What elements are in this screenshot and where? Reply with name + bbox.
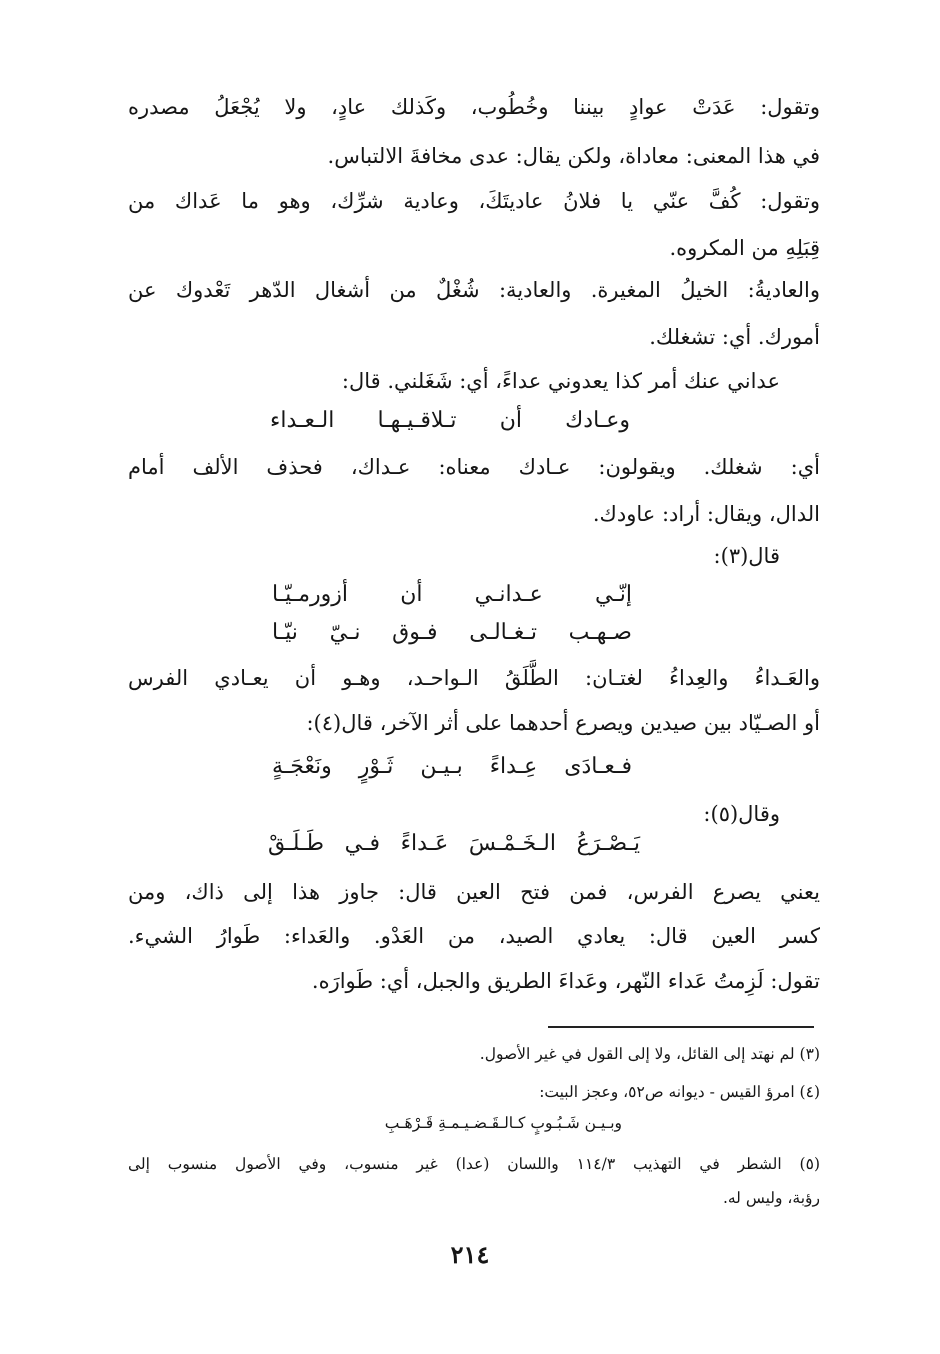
body-line-15: كسر العين قال: يعادي الصيد، من العَدْو. والعَداء: طَوارُ الشيء. [128,924,820,948]
page-number: ٢١٤ [450,1240,490,1269]
verse-line-2: إنّـي عـدانـي أن أزورمـيّـا [272,582,632,607]
body-line-6: أمورك. أي: تشغلك. [649,325,820,349]
footnote-5-continued: رؤبة، وليس له. [722,1189,820,1207]
body-line-16: تقول: لَزِمتُ عَداء النّهر، وعَداءَ الطريق والجبل، أي: طَوارَه. [311,969,820,993]
body-line-3: وتقول: كُفَّ عنّي يا فلانُ عاديتَكَ، وعادية شرِّك، وهو ما عَداك من [128,189,820,213]
verse-line-5: يَـصْـرَعُ الـخَـمْـسَ عَـداءً فـي طَـلَـقْ [268,831,640,856]
body-line-5: والعاديةُ: الخيلُ المغيرة. والعادية: شُغْلٌ من أشغال الدّهر تَعْدوك عن [128,278,820,302]
verse-line-4: فـعـادَى عِـداءً بـيـن ثَـوْرٍ ونَعْجَـةٍ [272,754,632,779]
footnote-4: (٤) امرؤ القيس - ديوانه ص٥٢، وعجز البيت: [539,1083,820,1101]
body-line-10: قال(٣): [713,544,780,568]
body-line-1: وتقول: عَدَتْ عوادٍ بيننا وخُطُوب، وكَذلك عادٍ، ولا يُجْعَلُ مصدره [128,95,821,119]
footnote-3: (٣) لم نهتد إلى القائل، ولا إلى القول في غير الأصول. [479,1045,820,1063]
body-line-12: أو الصـيّاد بين صيدين ويصرع أحدهما على أثر الآخر، قال(٤): [306,711,820,735]
footnote-5: (٥) الشطر في التهذيب ١١٤/٣ واللسان (عدا) غير منسوب، وفي الأصول منسوب إلى [128,1155,820,1173]
footnote-4-verse: وبـيـن شَـبُـوبٍ كـالـقَـضـيـمـةِ قَـرْهَـبِ [384,1114,622,1132]
verse-line-1: وعـادك أن تـلاقـيـهـا الـعـداء [270,408,630,433]
body-line-11: والعَـداءُ والعِداءُ لغتـان: الطَّلَقُ الـواحـد، وهـو أن يعـادي الفرس [128,666,820,690]
body-line-2: في هذا المعنى: معاداة، ولكن يقال: عدى مخافةَ الالتباس. [327,144,820,168]
footnote-separator [548,1026,814,1028]
body-line-13: وقال(٥): [703,802,780,826]
body-line-9: الدال، ويقال: أراد: عاودك. [592,502,820,526]
body-line-7: عداني عنك أمر كذا يعدوني عداءً، أي: شَغَلني. قال: [341,369,780,393]
verse-line-3: صـهـب تـغـالـى فـوق نـيّ نيّـا [272,620,632,645]
body-line-8: أي: شغلك. ويقولون: عـادك معناه: عـداك، فحذف الألف أمام [128,455,820,479]
body-line-4: قِبَلِهِ من المكروه. [669,236,820,260]
body-line-14: يعني يصرع الفرس، فمن فتح العين قال: جاوز هذا إلى ذاك، ومن [128,880,820,904]
